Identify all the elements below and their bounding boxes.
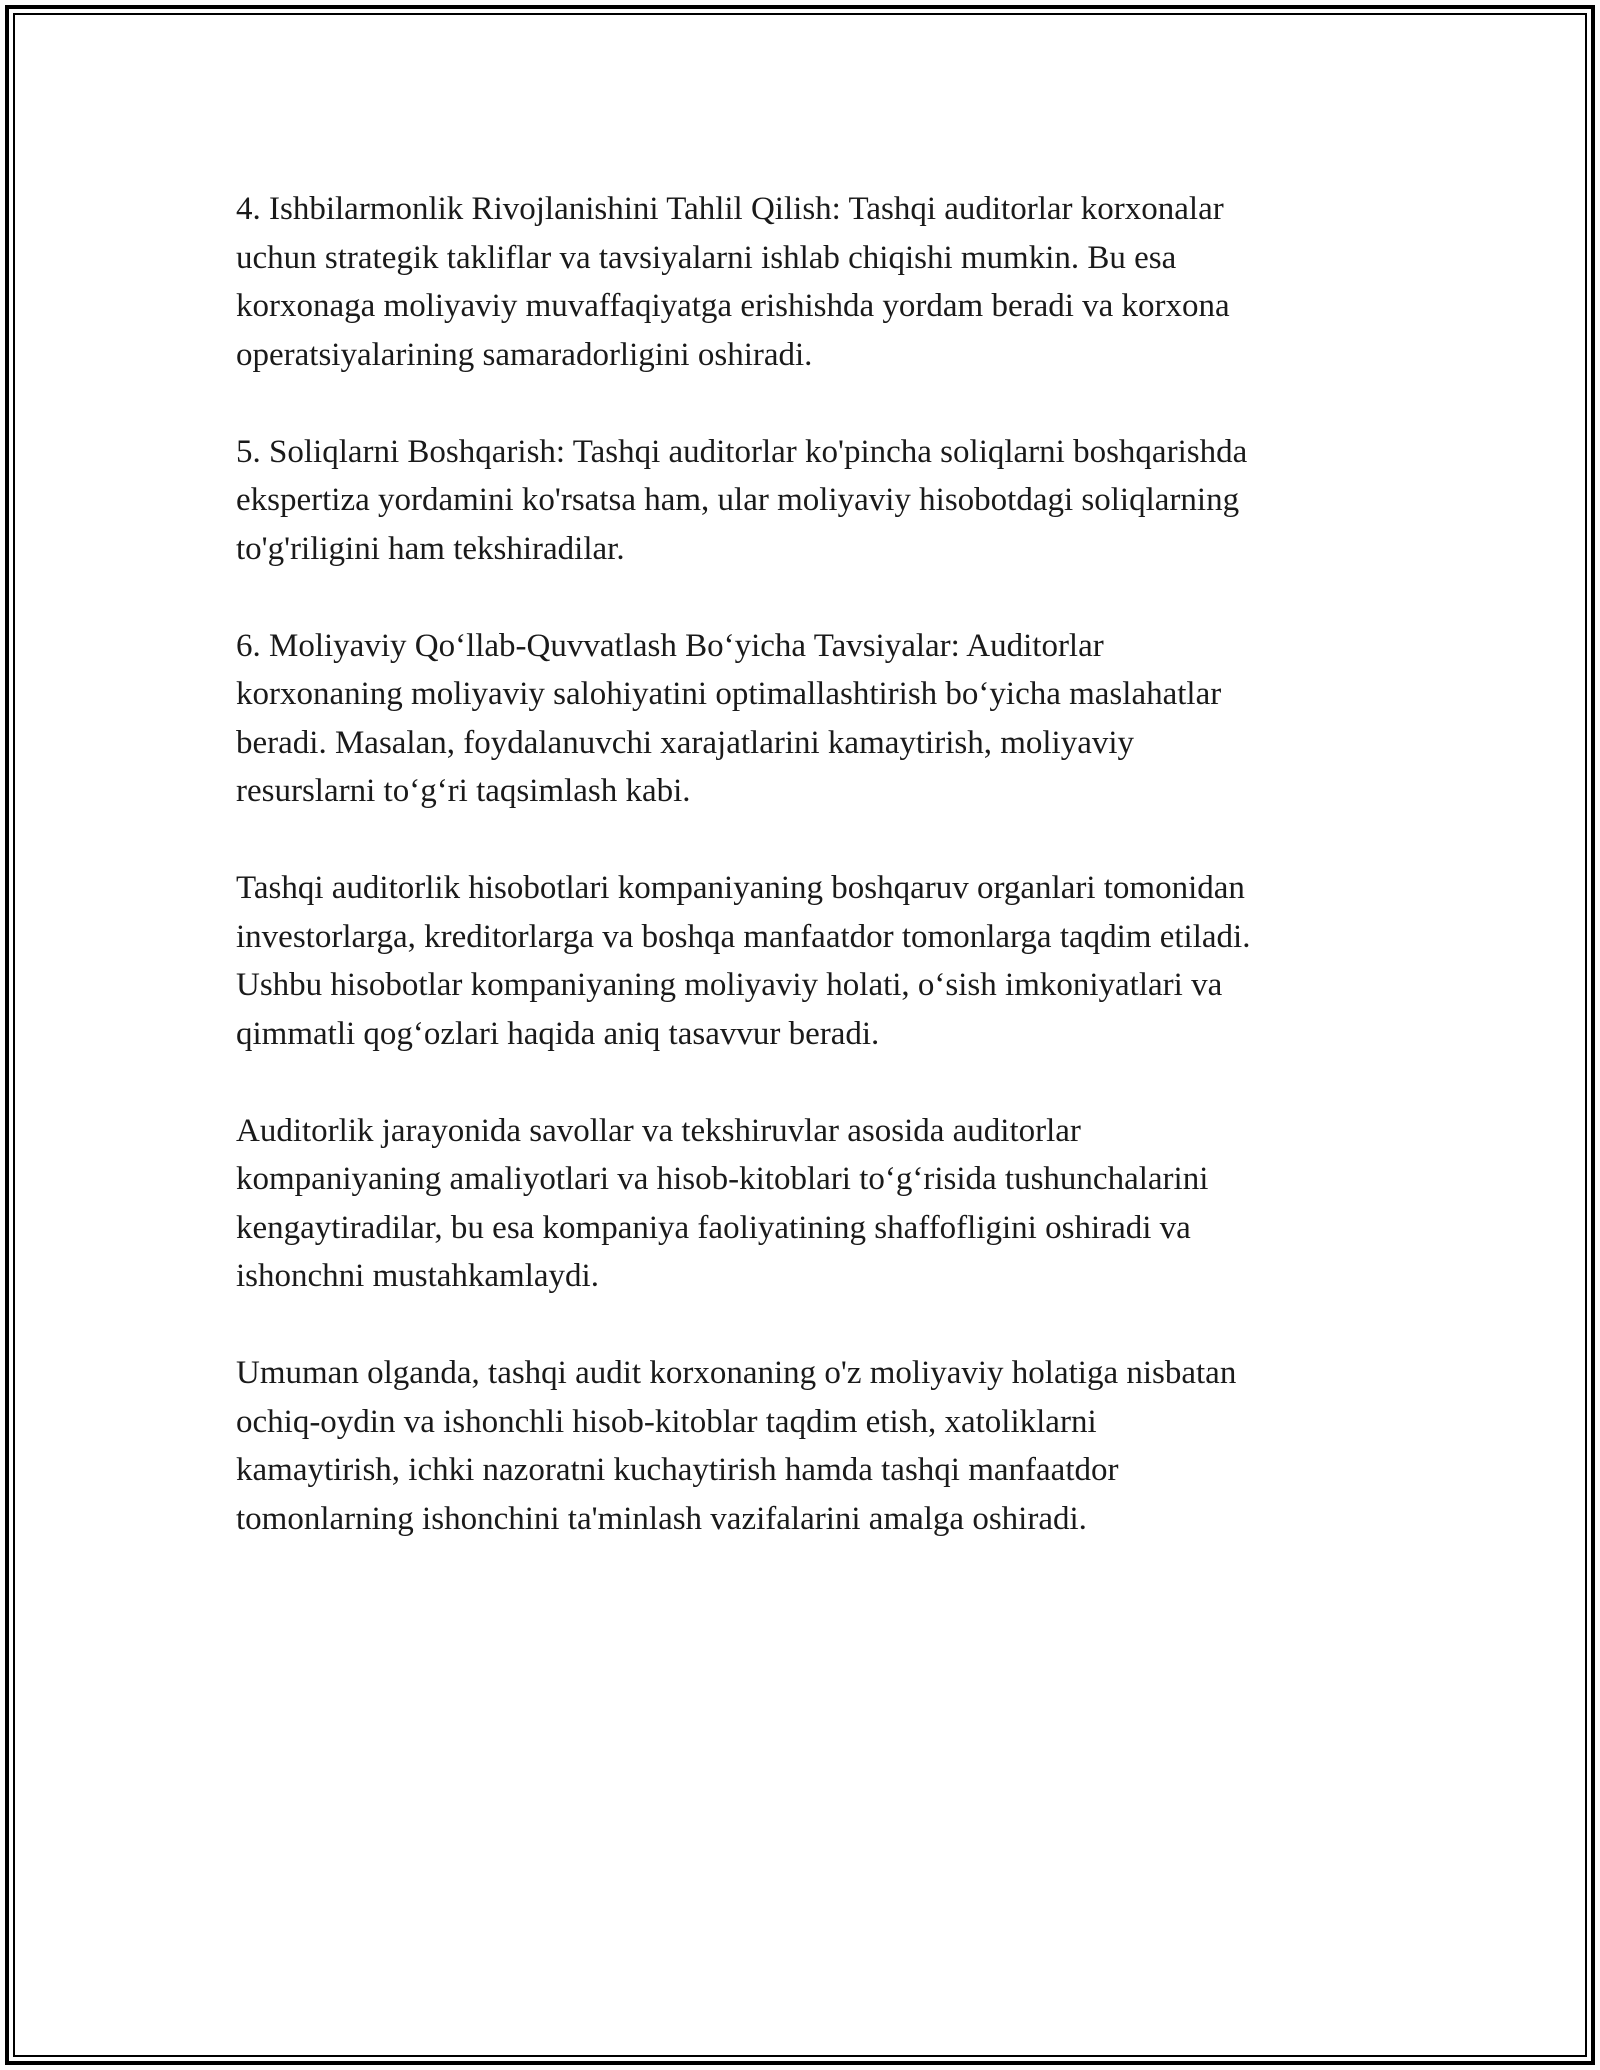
document-body [236,185,1376,1543]
paragraph-financial-support: 6. Moliyaviy Qo‘llab-Quvvatlash Bo‘yicha Tavsiyalar: Auditorlar korxonaning moliyaviy salohiyatini optimallashtirish bo‘yicha maslahatlar beradi. Masalan, foydalanuvchi xarajatlarini kamaytirish, moliyaviy resurslarni to‘g‘ri taqsimlash kabi. [236,627,1222,809]
paragraph-business-development: 4. Ishbilarmonlik Rivojlanishini Tahlil Qilish: Tashqi auditorlar korxonalar uchun strategik takliflar va tavsiyalarni ishlab chiqishi mumkin. Bu esa korxonaga moliyaviy muvaffaqiyatga erishishda yordam beradi va korxona operatsiyalarining samaradorligini oshiradi. [236,191,1230,373]
paragraph-audit-process: Auditorlik jarayonida savollar va tekshiruvlar asosida auditorlar kompaniyaning amaliyotlari va hisob-kitoblari to‘g‘risida tushunchalarini kengaytiradilar, bu esa kompaniya faoliyatining shaffofligini oshiradi va ishonchni mustahkamlaydi. [236,1112,1209,1294]
paragraph-audit-reports: Tashqi auditorlik hisobotlari kompaniyaning boshqaruv organlari tomonidan investorlarga, kreditorlarga va boshqa manfaatdor tomonlarga taqdim etiladi. Ushbu hisobotlar kompaniyaning moliyaviy holati, o‘sish imkoniyatlari va qimmatli qog‘ozlari haqida aniq tasavvur beradi. [236,870,1251,1052]
paragraph-conclusion: Umuman olganda, tashqi audit korxonaning o'z moliyaviy holatiga nisbatan ochiq-oydin va ishonchli hisob-kitoblar taqdim etish, xatoliklarni kamaytirish, ichki nazoratni kuchaytirish hamda tashqi manfaatdor tomonlarning ishonchini ta'minlash vazifalarini amalga oshiradi. [236,1355,1237,1537]
paragraph-tax-management: 5. Soliqlarni Boshqarish: Tashqi auditorlar ko'pincha soliqlarni boshqarishda ekspertiza yordamini ko'rsatsa ham, ular moliyaviy hisobotdagi soliqlarning to'g'riligini ham tekshiradilar. [236,433,1248,567]
